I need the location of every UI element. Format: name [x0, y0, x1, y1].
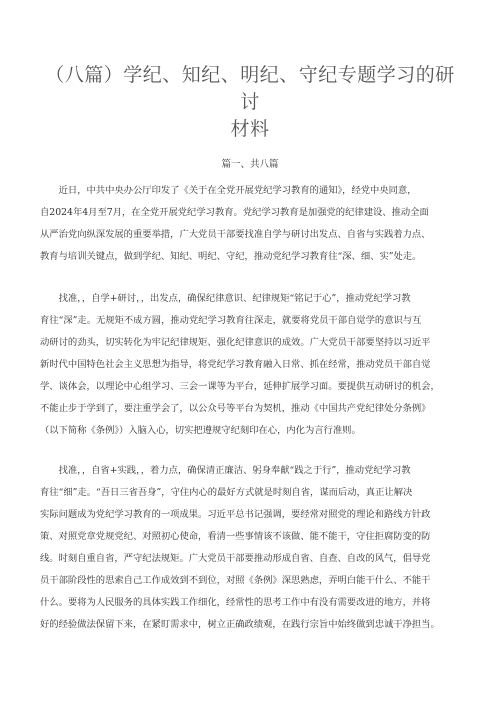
paragraph-line: 育往“细”走。“吾日三省吾身”，守住内心的最好方式就是时刻自省，谋而后动，真正让解决 — [40, 487, 413, 498]
document-title-line-2: 材料 — [230, 118, 270, 140]
paragraph-line: 自2024年4月至7月，在全党开展党纪学习教育。党纪学习教育是加强党的纪律建设、推动全面 — [40, 207, 429, 218]
paragraph-line: 教育与培训关键点，做到学纪、知纪、明纪、守纪，推动党纪学习教育往“深、细、实”处走。 — [40, 251, 422, 262]
paragraph-line: 找准，，自省+实践，，着力点，确保清正廉洁、躬身奉献“践之于行”，推动党纪学习教 — [58, 465, 411, 476]
paragraph-line: 找准，，自学+研讨，，出发点，确保纪律意识、纪律规矩“铭记于心”，推动党纪学习教 — [58, 293, 411, 304]
paragraph-line: 好的经验做法保留下来，在紧盯需求中，树立正确政绩观，在践行宗旨中始终做到忠诚干净担当。 — [40, 619, 440, 630]
document-title — [40, 62, 460, 143]
paragraph-line: 不能止步于学到了，要注重学会了，以公众号等平台为契机，推动《中国共产党纪律处分条例》 — [40, 403, 431, 414]
paragraph-line: 线。时刻自重自省，严守纪法规矩。广大党员干部要推动形成自省、自查、自改的风气，倡导党 — [40, 553, 431, 564]
paragraph-2 — [40, 288, 466, 442]
paragraph-line: 学、谈体会，以理论中心组学习、三会一课等为平台，延伸扩展学习面。要提供互动研讨的机会， — [40, 381, 440, 392]
paragraph-line: 动研讨的劲头，切实转化为牢记纪律规矩、强化纪律意识的成效。广大党员干部要坚持以习近平 — [40, 337, 431, 348]
paragraph-line: 从严治党向纵深发展的重要举措，广大党员干部要找准自学与研讨出发点、自省与实践着力点、 — [40, 229, 431, 240]
paragraph-line: 新时代中国特色社会主义思想为指导，将党纪学习教育融入日常、抓在经常，推动党员干部自觉 — [40, 359, 431, 370]
paragraph-line: 什么。要将为人民服务的具体实践工作细化，经常性的思考工作中有没有需要改进的地方，并将 — [40, 597, 431, 608]
paragraph-3 — [40, 460, 466, 636]
paragraph-line: （以下简称《条例》）入脑入心，切实把遵规守纪刻印在心，内化为言行准则。 — [40, 425, 361, 436]
paragraph-line: 策、对照党章党规党纪、对照初心使命，看清一些事情该不该做、能不能干，守住拒腐防变的防 — [40, 531, 431, 542]
paragraph-line: 员干部阶段性的思索自己工作成效到不到位，对照《条例》深思熟虑，弄明白能干什么、不能干 — [40, 575, 431, 586]
paragraph-line: 育往“深”走。无规矩不成方圆，推动党纪学习教育往深走，就要将党员干部自觉学的意识与互 — [40, 315, 422, 326]
section-heading: 篇一、共八篇 — [221, 159, 279, 170]
document-title-line-1: （八篇）学纪、知纪、明纪、守纪专题学习的研讨 — [45, 64, 455, 113]
paragraph-1 — [40, 180, 466, 268]
paragraph-line: 近日，中共中央办公厅印发了《关于在全党开展党纪学习教育的通知》，经党中央同意， — [58, 185, 417, 196]
paragraph-line: 实际问题成为党纪学习教育的一项成果。习近平总书记强调，要经常对照党的理论和路线方针政 — [40, 509, 431, 520]
